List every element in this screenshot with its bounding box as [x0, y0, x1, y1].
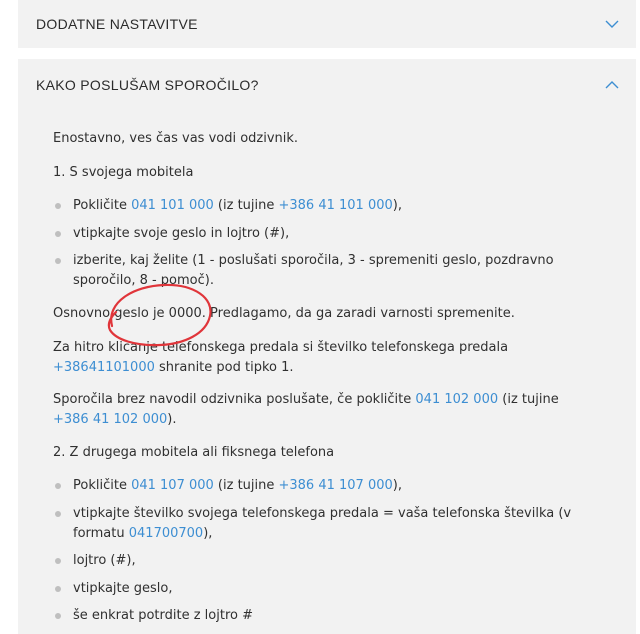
chevron-down-icon — [605, 17, 619, 31]
bullet-dot — [55, 613, 61, 619]
list-item-text: izberite, kaj želite (1 - poslušati sporočila, 3 - spremeniti geslo, pozdravno sporočilo, 8 - pomoč). — [73, 253, 554, 288]
accordion-header-kako-poslusam[interactable] — [18, 59, 636, 111]
step1-heading: 1. S svojega mobitela — [53, 165, 194, 180]
phone-link-international[interactable]: +386 41 107 000 — [278, 478, 393, 493]
list-item-text: vtipkajte geslo, — [73, 581, 173, 596]
bullet-dot — [55, 558, 61, 564]
bullet-dot — [55, 231, 61, 237]
phone-link[interactable]: 041 101 000 — [131, 198, 214, 213]
phone-link[interactable]: 041 107 000 — [131, 478, 214, 493]
default-password-text: Osnovno geslo je 0000. Predlagamo, da ga zaradi varnosti spremenite. — [53, 306, 515, 321]
intro-text: Enostavno, ves čas vas vodi odzivnik. — [53, 131, 299, 146]
phone-link[interactable]: 041 102 000 — [415, 392, 499, 407]
bullet-dot — [55, 203, 61, 209]
step2-heading: 2. Z drugega mobitela ali fiksnega telefona — [53, 445, 335, 460]
list-item-text: vtipkajte svoje geslo in lojtro (#), — [73, 226, 290, 241]
bullet-dot — [55, 511, 61, 517]
list-item-text: še enkrat potrdite z lojtro # — [73, 608, 253, 623]
list-item-text: Pokličite 041 107 000 (iz tujine +386 41 107 000), — [73, 478, 402, 493]
speed-dial-text: Za hitro klicanje telefonskega predala si številko telefonskega predala +38641101000 shranite pod tipko 1. — [53, 340, 509, 375]
bullet-dot — [55, 258, 61, 264]
bullet-dot — [55, 586, 61, 592]
phone-link-international[interactable]: +386 41 102 000 — [53, 412, 168, 427]
accordion-section-dodatne-nastavitve — [18, 0, 636, 48]
accordion-title: DODATNE NASTAVITVE — [36, 16, 198, 32]
list-item-text: vtipkajte številko svojega telefonskega predala = vaša telefonska številka (v formatu 041700700), — [73, 506, 572, 541]
list-item-text: lojtro (#), — [73, 553, 136, 568]
chevron-up-icon — [605, 78, 619, 92]
phone-link[interactable]: 041700700 — [128, 526, 204, 541]
phone-link[interactable]: +38641101000 — [53, 360, 155, 375]
phone-link-international[interactable]: +386 41 101 000 — [278, 198, 393, 213]
no-instructions-text: Sporočila brez navodil odzivnika poslušate, če pokličite 041 102 000 (iz tujine +386 41 102 000). — [53, 392, 559, 427]
accordion-header-dodatne-nastavitve[interactable] — [18, 0, 636, 48]
accordion-title: KAKO POSLUŠAM SPOROČILO? — [36, 77, 259, 93]
bullet-dot — [55, 483, 61, 489]
list-item-text: Pokličite 041 101 000 (iz tujine +386 41 101 000), — [73, 198, 402, 213]
